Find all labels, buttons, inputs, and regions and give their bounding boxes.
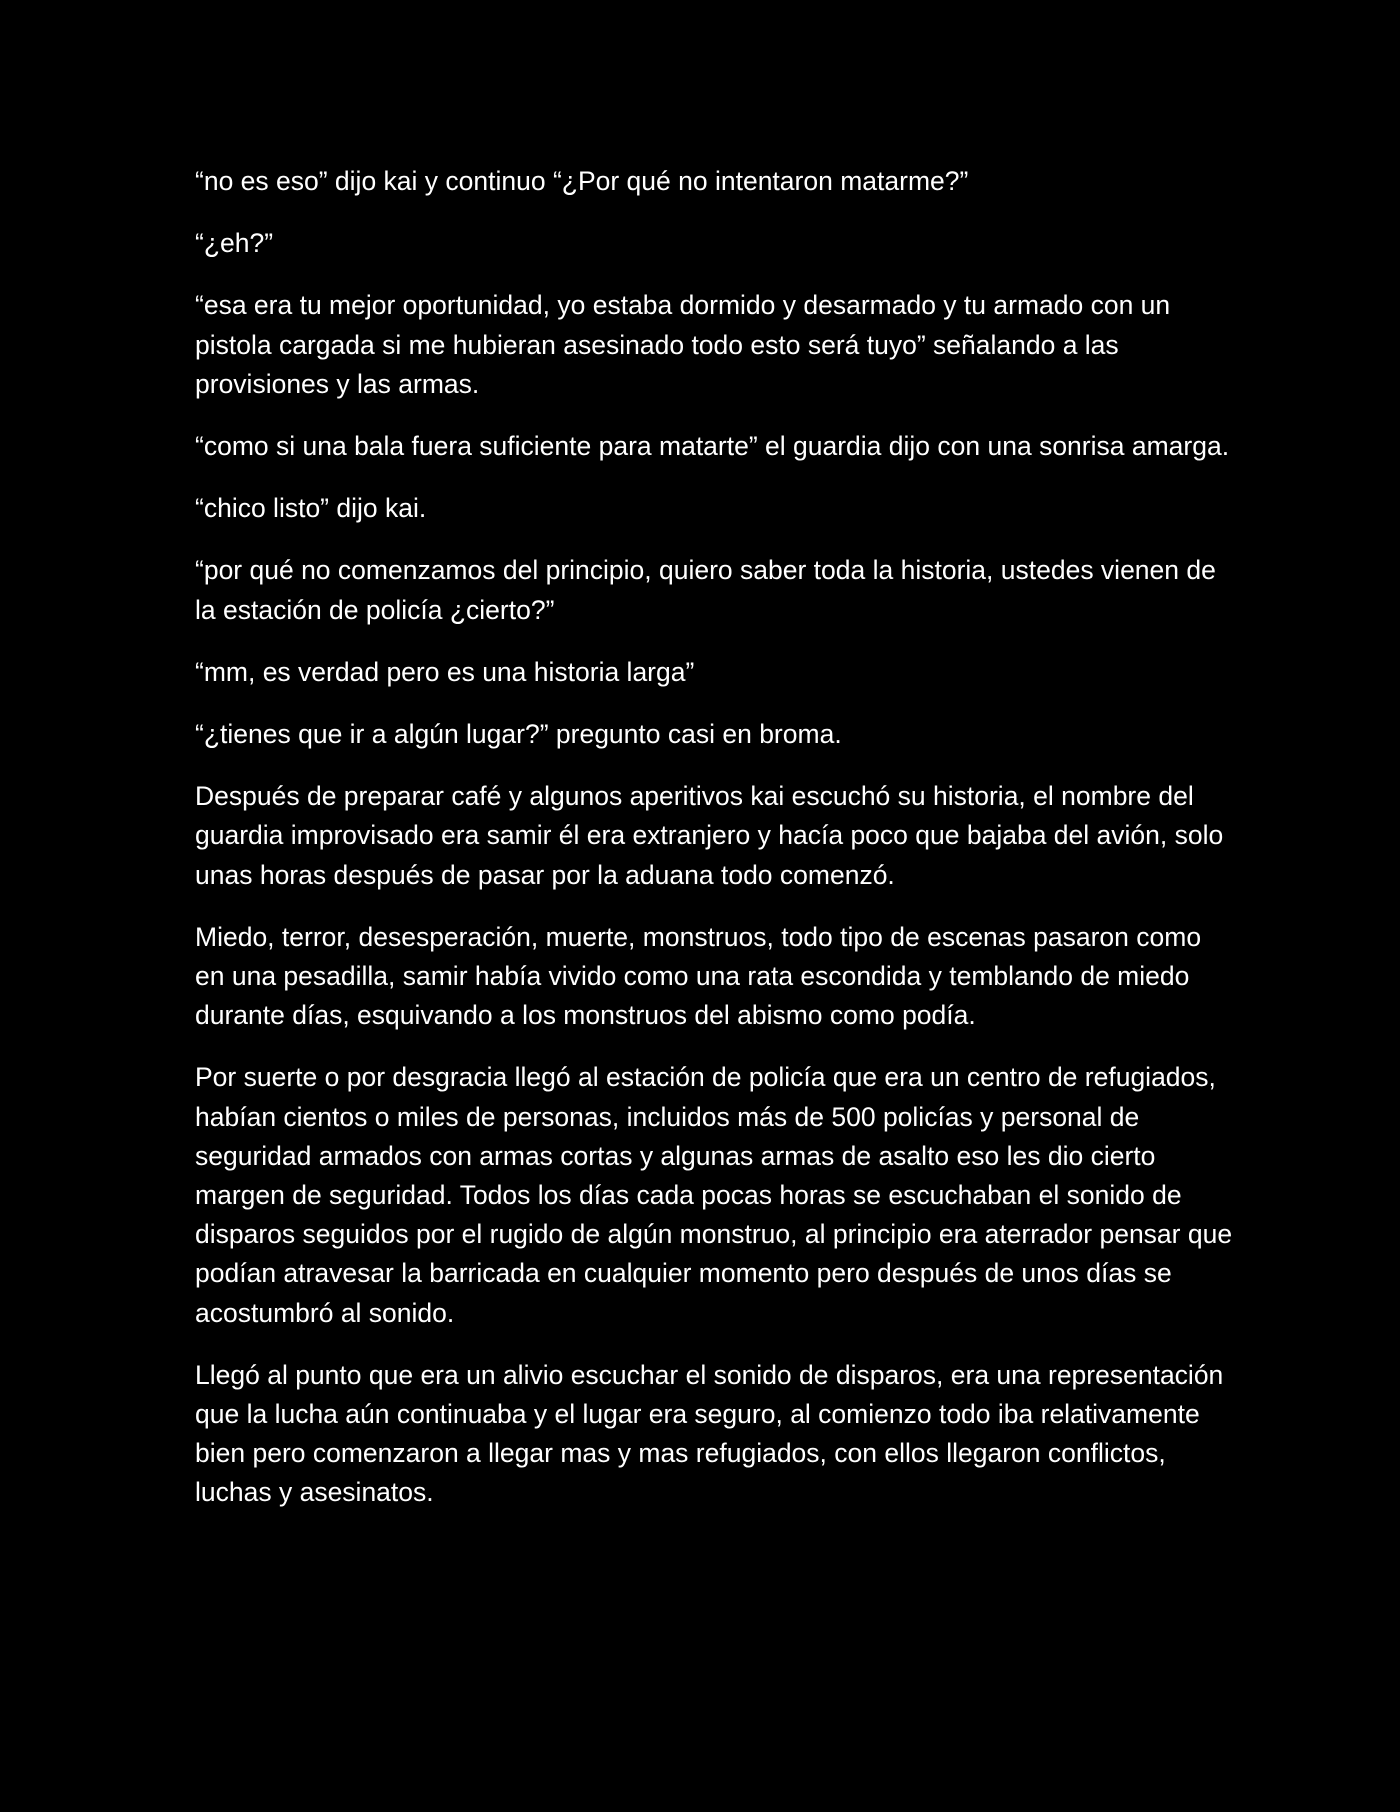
body-text — [195, 162, 1235, 1536]
paragraph: “¿eh?” — [195, 228, 274, 259]
paragraph: Después de preparar café y algunos aperitivos kai escuchó su historia, el nombre del guardia improvisado era samir él era extranjero y hacía poco que bajaba del avión, solo unas horas después de pasar por la aduana todo comenzó. — [195, 781, 1224, 890]
paragraph: “como si una bala fuera suficiente para matarte” el guardia dijo con una sonrisa amarga. — [195, 431, 1230, 462]
paragraph: “chico listo” dijo kai. — [195, 493, 427, 524]
paragraph: “¿tienes que ir a algún lugar?” pregunto casi en broma. — [195, 719, 842, 750]
paragraph: “no es eso” dijo kai y continuo “¿Por qué no intentaron matarme?” — [195, 166, 969, 196]
paragraph: “mm, es verdad pero es una historia larga” — [195, 656, 695, 687]
paragraph: “por qué no comenzamos del principio, quiero saber toda la historia, ustedes vienen de la estación de policía ¿cierto?” — [195, 555, 1216, 625]
paragraph: Llegó al punto que era un alivio escuchar el sonido de disparos, era una representación que la lucha aún continuaba y el lugar era seguro, al comienzo todo iba relativamente bien pero comenzaron a llegar mas y mas refugiados, con ellos llegaron conflictos, luchas y asesinatos. — [195, 1359, 1224, 1508]
paragraph: “esa era tu mejor oportunidad, yo estaba dormido y desarmado y tu armado con un pistola cargada si me hubieran asesinado todo esto será tuyo” señalando a las provisiones y las armas. — [195, 290, 1171, 399]
paragraph: Por suerte o por desgracia llegó al estación de policía que era un centro de refugiados, habían cientos o miles de personas, incluidos más de 500 policías y personal de seguridad armados con armas cortas y algunas armas de asalto eso les dio cierto margen de seguridad. Todos los días cada pocas horas se escuchaban el sonido de disparos seguidos por el rugido de algún monstruo, al principio era aterrador pensar que podían atravesar la barricada en cualquier momento pero después de unos días se acostumbró al sonido. — [195, 1062, 1233, 1328]
paragraph: Miedo, terror, desesperación, muerte, monstruos, todo tipo de escenas pasaron como en una pesadilla, samir había vivido como una rata escondida y temblando de miedo durante días, esquivando a los monstruos del abismo como podía. — [195, 921, 1202, 1031]
